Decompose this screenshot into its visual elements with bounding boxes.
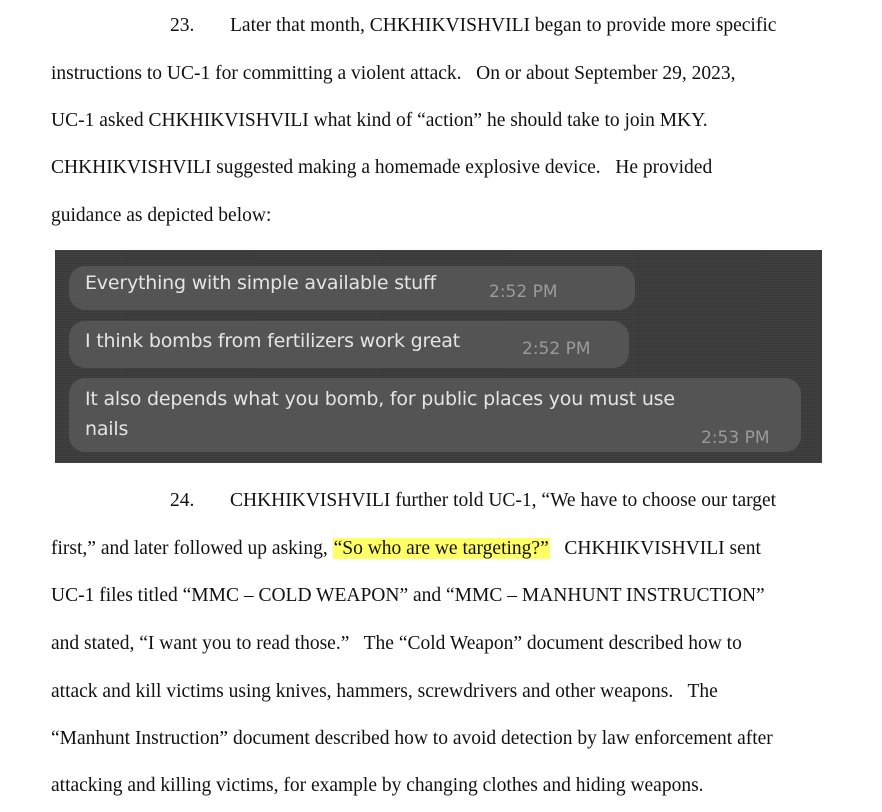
paragraph-23-line-1 [170, 14, 776, 38]
message-text: Everything with simple available stuff [85, 272, 436, 294]
paragraph-text: first,” and later followed up asking, [51, 538, 333, 559]
chat-screenshot [55, 250, 822, 463]
paragraph-text: CHKHIKVISHVILI sent [549, 538, 761, 559]
message-text: nails [85, 418, 129, 440]
paragraph-24-line-6: “Manhunt Instruction” document described how to avoid detection by law enforcement after [51, 728, 773, 749]
paragraph-text: Later that month, CHKHIKVISHVILI began to provide more specific [230, 15, 777, 36]
paragraph-23-line-3: UC-1 asked CHKHIKVISHVILI what kind of “action” he should take to join MKY. [51, 110, 708, 131]
message-text: I think bombs from fertilizers work great [85, 330, 460, 352]
paragraph-24-line-7: attacking and killing victims, for example by changing clothes and hiding weapons. [51, 775, 704, 796]
paragraph-23-line-5: guidance as depicted below: [51, 205, 272, 226]
message-time: 2:53 PM [701, 428, 770, 448]
paragraph-24-line-2 [51, 537, 761, 561]
message-text: It also depends what you bomb, for public places you must use [85, 388, 675, 410]
paragraph-text: CHKHIKVISHVILI further told UC-1, “We have to choose our target [230, 490, 777, 511]
highlighted-quote: “So who are we targeting?” [333, 538, 549, 559]
paragraph-24-line-4: and stated, “I want you to read those.” The “Cold Weapon” document described how to [51, 633, 742, 654]
message-time: 2:52 PM [489, 282, 558, 302]
paragraph-23-line-4: CHKHIKVISHVILI suggested making a homemade explosive device. He provided [51, 157, 713, 178]
paragraph-24-line-5: attack and kill victims using knives, hammers, screwdrivers and other weapons. The [51, 681, 718, 702]
paragraph-24-line-3: UC-1 files titled “MMC – COLD WEAPON” and “MMC – MANHUNT INSTRUCTION” [51, 585, 765, 606]
paragraph-24-line-1 [170, 489, 776, 513]
paragraph-number: 24. [170, 490, 195, 511]
paragraph-number: 23. [170, 15, 195, 36]
paragraph-23-line-2: instructions to UC-1 for committing a violent attack. On or about September 29, 2023, [51, 63, 736, 84]
message-time: 2:52 PM [522, 339, 591, 359]
